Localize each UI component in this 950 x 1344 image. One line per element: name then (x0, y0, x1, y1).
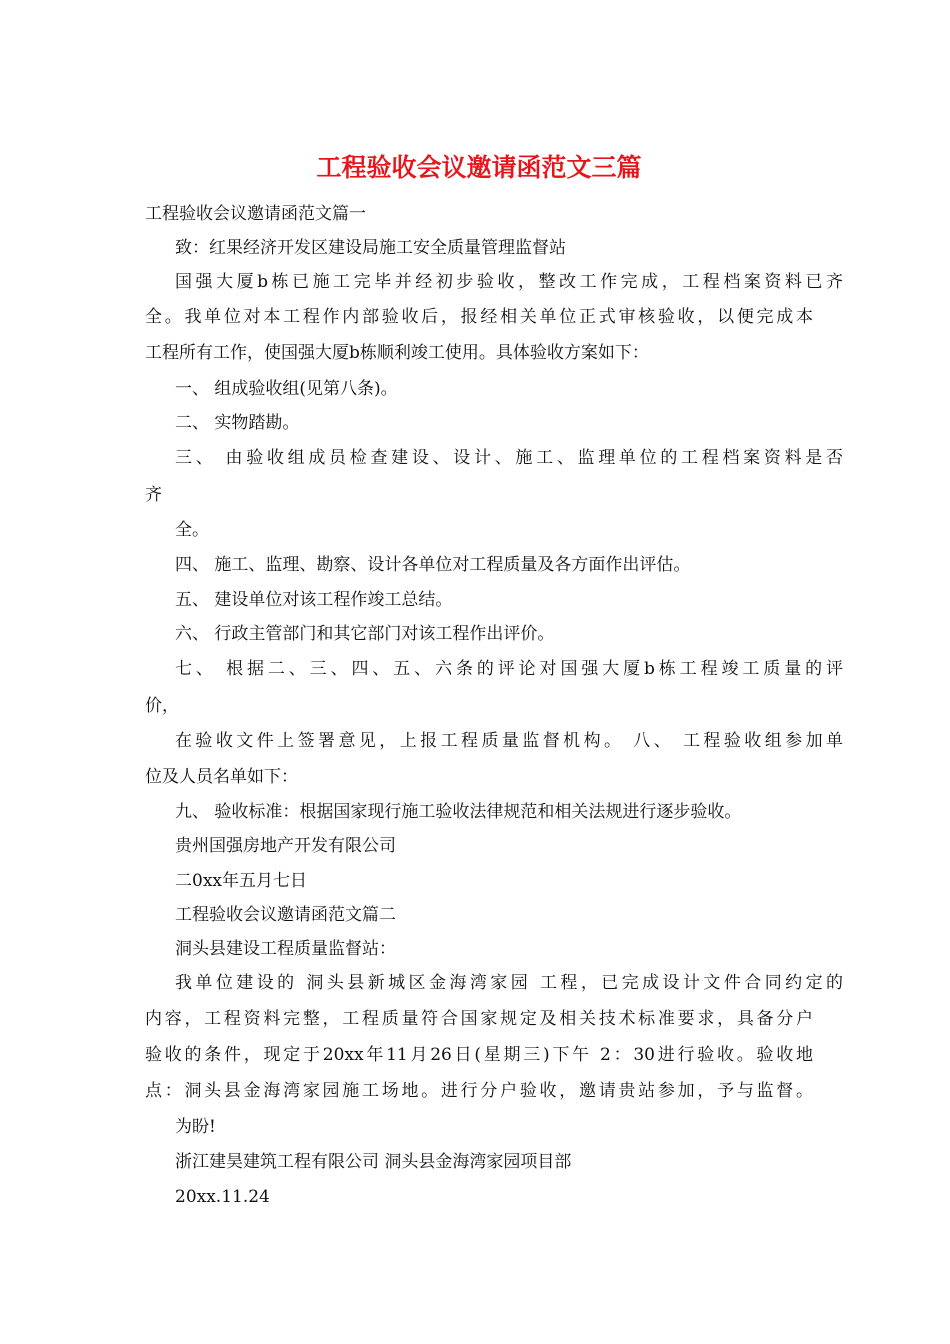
signature-date-one: 二0xx年五月七日 (175, 871, 307, 891)
paragraph-line: 全。我单位对本工程作内部验收后，报经相关单位正式审核验收，以便完成本 (145, 307, 813, 327)
list-item-continuation: 位及人员名单如下： (145, 767, 298, 787)
list-item-four: 四、 施工、监理、勘察、设计各单位对工程质量及各方面作出评估。 (175, 555, 691, 575)
addressee-one: 致：红果经济开发区建设局施工安全质量管理监督站 (175, 238, 566, 258)
signature-date-two: 20xx.11.24 (175, 1187, 270, 1207)
list-item-five: 五、 建设单位对该工程作竣工总结。 (175, 590, 453, 610)
list-item-eight: 在验收文件上签署意见，上报工程质量监督机构。 八、 工程验收组参加单 (175, 731, 843, 751)
section-heading-one: 工程验收会议邀请函范文篇一 (145, 204, 366, 224)
paragraph-line: 我单位建设的 洞头县新城区金海湾家园 工程，已完成设计文件合同约定的 (175, 973, 843, 993)
list-item-continuation: 齐 (145, 485, 162, 505)
paragraph-line: 点：洞头县金海湾家园施工场地。进行分户验收，邀请贵站参加，予与监督。 (145, 1081, 813, 1101)
list-item-two: 二、 实物踏勘。 (175, 413, 300, 433)
paragraph-line: 验收的条件，现定于20xx年11月26日(星期三)下午 2：30进行验收。验收地 (145, 1045, 813, 1065)
list-item-six: 六、 行政主管部门和其它部门对该工程作出评价。 (175, 624, 555, 644)
signature-company-one: 贵州国强房地产开发有限公司 (175, 836, 396, 856)
list-item-three: 三、 由验收组成员检查建设、设计、施工、监理单位的工程档案资料是否 (175, 448, 843, 468)
closing-phrase: 为盼! (175, 1117, 216, 1137)
paragraph-line: 工程所有工作，使国强大厦b栋顺利竣工使用。具体验收方案如下： (145, 343, 649, 363)
list-item-continuation: 全。 (175, 520, 209, 540)
list-item-one: 一、 组成验收组(见第八条)。 (175, 379, 398, 399)
list-item-seven: 七、 根据二、三、四、五、六条的评论对国强大厦b栋工程竣工质量的评 (175, 659, 843, 679)
paragraph-line: 国强大厦b栋已施工完毕并经初步验收，整改工作完成，工程档案资料已齐 (175, 272, 843, 292)
addressee-two: 洞头县建设工程质量监督站： (175, 939, 396, 959)
section-heading-two: 工程验收会议邀请函范文篇二 (175, 905, 396, 925)
list-item-nine: 九、 验收标准：根据国家现行施工验收法律规范和相关法规进行逐步验收。 (175, 802, 742, 822)
document-title: 工程验收会议邀请函范文三篇 (316, 153, 642, 182)
signature-company-two: 浙江建昊建筑工程有限公司 洞头县金海湾家园项目部 (175, 1152, 572, 1172)
paragraph-line: 内容，工程资料完整，工程质量符合国家规定及相关技术标准要求，具备分户 (145, 1009, 813, 1029)
list-item-continuation: 价， (145, 696, 179, 716)
